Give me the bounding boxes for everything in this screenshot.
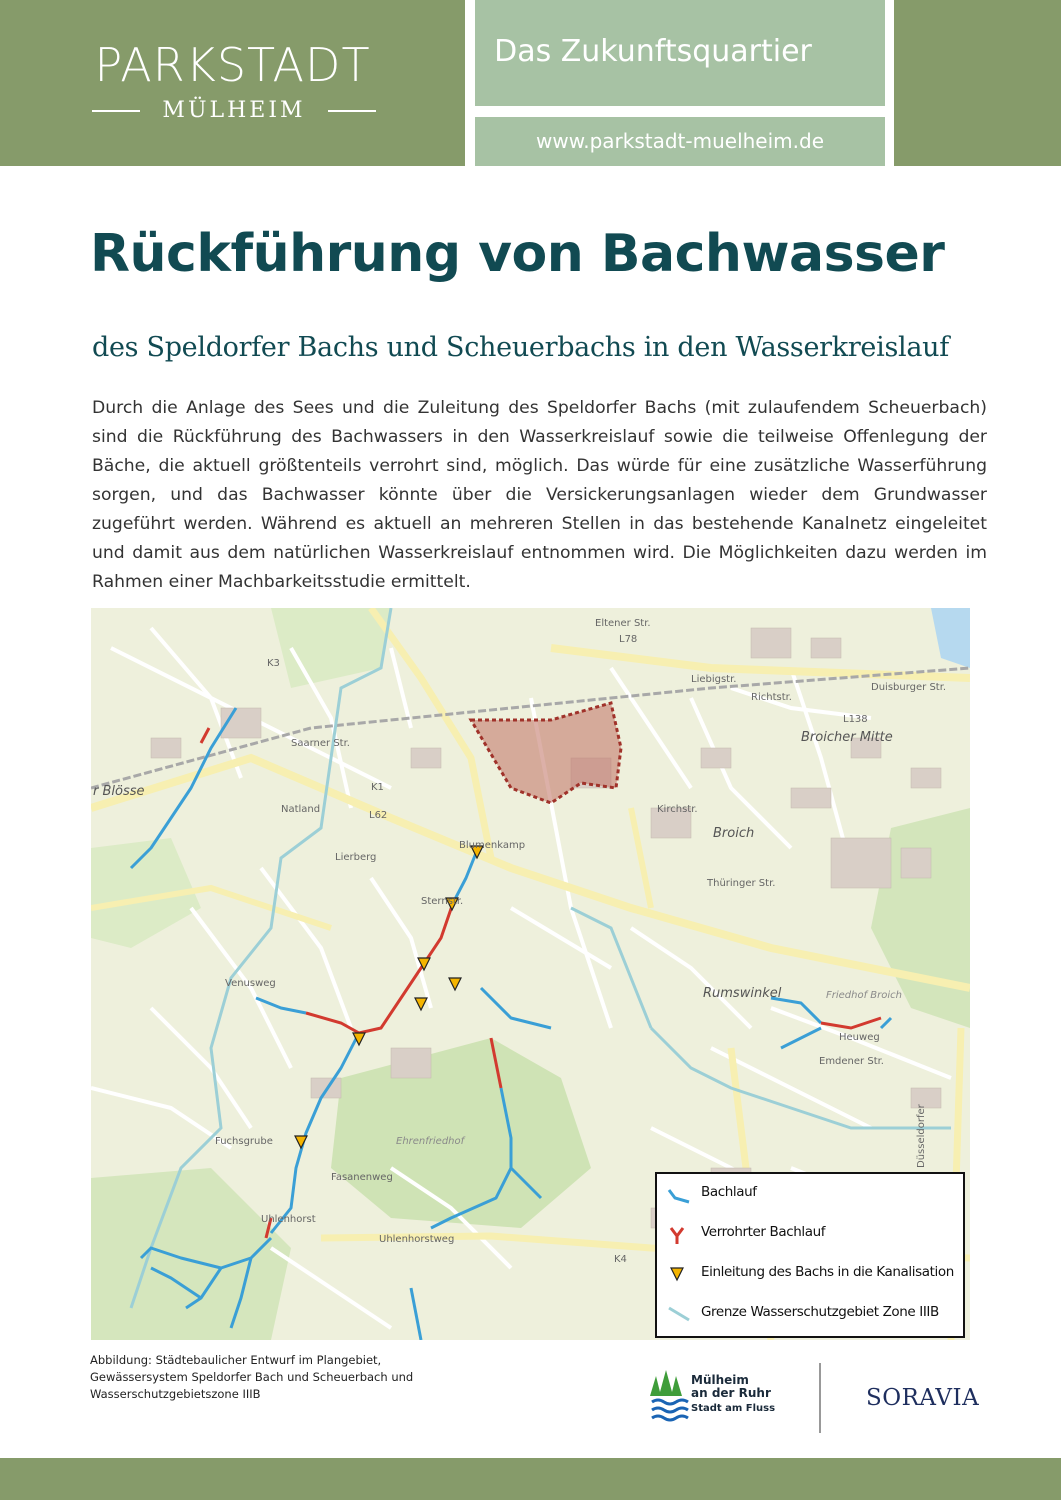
map-label-friedhof-broich: Friedhof Broich	[826, 990, 903, 1001]
legend-item-bachlauf	[661, 1182, 961, 1208]
legend-item-verrohrt	[661, 1222, 961, 1248]
green-area-sw	[91, 1168, 291, 1340]
page-subtitle: des Speldorfer Bachs und Scheuerbachs in den Wasserkreislauf	[92, 332, 949, 363]
map-label-kirchstr: Kirchstr.	[657, 804, 698, 815]
city-line-3: Stadt am Fluss	[691, 1403, 776, 1414]
water-ne	[931, 608, 970, 668]
map-label-ehrenfriedhof: Ehrenfriedhof	[396, 1136, 465, 1147]
legend-item-grenze	[661, 1302, 961, 1328]
forest-area	[331, 1038, 591, 1228]
logo-subtitle: MÜLHEIM	[162, 98, 306, 123]
logo-subtitle-wrap	[92, 98, 376, 126]
map-legend	[655, 1172, 965, 1338]
map-label-uhlenhorst: Uhlenhorst	[261, 1214, 316, 1225]
map-label-fuchsgrube: Fuchsgrube	[215, 1136, 273, 1147]
map-label-richtstr: Richtstr.	[751, 692, 792, 703]
map-label-blosse: r Blösse	[93, 784, 145, 799]
muelheim-text	[691, 1374, 775, 1415]
map-label-emdener: Emdener Str.	[819, 1056, 884, 1067]
tagline: Das Zukunftsquartier	[494, 34, 812, 69]
map-label-blumenkamp: Blumenkamp	[459, 840, 526, 851]
header-gap	[465, 0, 475, 166]
map-label-rumswinkel: Rumswinkel	[703, 986, 782, 1001]
body-paragraph: Durch die Anlage des Sees und die Zuleitung des Speldorfer Bachs (mit zulaufendem Scheuerbach) sind die Rückführung des Bachwassers in den Wasserkreislauf sowie die teilweise Offenlegung der Bäche, die aktuell größtenteils verrohrt sind, möglich. Das würde für eine zusätzliche Wasserführung sorgen, und das Bachwasser könnte über die Versickerungsanlagen wieder dem Grundwasser zugeführt werden. Während es aktuell an mehreren Stellen in das bestehende Kanalnetz eingeleitet und damit aus dem natürlichen Wasserkreislauf entnommen wird. Die Möglichkeiten dazu werden im Rahmen einer Machbarkeitsstudie ermittelt.	[92, 398, 987, 592]
city-line-1: Mülheim	[691, 1373, 749, 1387]
logo-title: PARKSTADT	[94, 38, 371, 92]
map-label-thueringer: Thüringer Str.	[707, 878, 776, 889]
map-label-broicher-mitte: Broicher Mitte	[801, 730, 893, 745]
map-label-sternstr: Sternstr.	[421, 896, 464, 907]
map-label-l138: L138	[843, 714, 868, 725]
map-label-liebigstr: Liebigstr.	[691, 674, 737, 685]
figure-caption: Abbildung: Städtebaulicher Entwurf im Plangebiet, Gewässersystem Speldorfer Bach und Scheuerbach und Wasserschutzgebietszone IIIB	[90, 1353, 414, 1401]
map-label-k1: K1	[371, 782, 384, 793]
legend-label-grenze: Grenze Wasserschutzgebiet Zone IIIB	[701, 1304, 939, 1320]
legend-label-verrohrt: Verrohrter Bachlauf	[701, 1224, 826, 1240]
map-label-k4: K4	[614, 1254, 627, 1265]
city-line-2: an der Ruhr	[691, 1386, 771, 1400]
legend-label-bachlauf: Bachlauf	[701, 1184, 757, 1200]
verrohrt-symbol	[665, 1222, 695, 1248]
green-area-n	[271, 608, 391, 688]
map-label-natland: Natland	[281, 804, 321, 815]
map-label-venusweg: Venusweg	[225, 978, 276, 989]
muelheim-emblem-icon	[648, 1370, 690, 1430]
muelheim-logo	[648, 1366, 798, 1428]
map-label-broich: Broich	[713, 826, 755, 841]
map-label-uhlenhorstweg: Uhlenhorstweg	[379, 1234, 455, 1245]
legend-label-einleitung: Einleitung des Bachs in die Kanalisation	[701, 1264, 954, 1280]
footer-bar	[0, 1458, 1061, 1500]
einleitung-symbol	[665, 1262, 695, 1288]
soravia-logo: SORAVIA	[866, 1385, 980, 1411]
logo-line-right	[328, 110, 376, 112]
map-label-heuweg: Heuweg	[839, 1032, 880, 1043]
map-label-fasanenweg: Fasanenweg	[331, 1172, 393, 1183]
map-label-duesseldorfer: Düsseldorfer	[916, 1104, 927, 1168]
page-title: Rückführung von Bachwasser	[90, 224, 945, 284]
map-label-l62: L62	[369, 810, 388, 821]
map-label-eltener: Eltener Str.	[595, 618, 651, 629]
grenze-symbol	[665, 1302, 695, 1328]
header-right-panel	[894, 0, 1061, 166]
map-label-saarner: Saarner Str.	[291, 738, 350, 749]
map-label-lierberg: Lierberg	[335, 852, 377, 863]
website-link[interactable]: www.parkstadt-muelheim.de	[535, 129, 825, 153]
map-label-k3: K3	[267, 658, 280, 669]
bachlauf-symbol	[665, 1182, 695, 1208]
logo-divider	[819, 1363, 821, 1433]
legend-item-einleitung	[661, 1262, 961, 1288]
map-label-l78: L78	[619, 634, 638, 645]
map-label-duisburger: Duisburger Str.	[871, 682, 947, 693]
